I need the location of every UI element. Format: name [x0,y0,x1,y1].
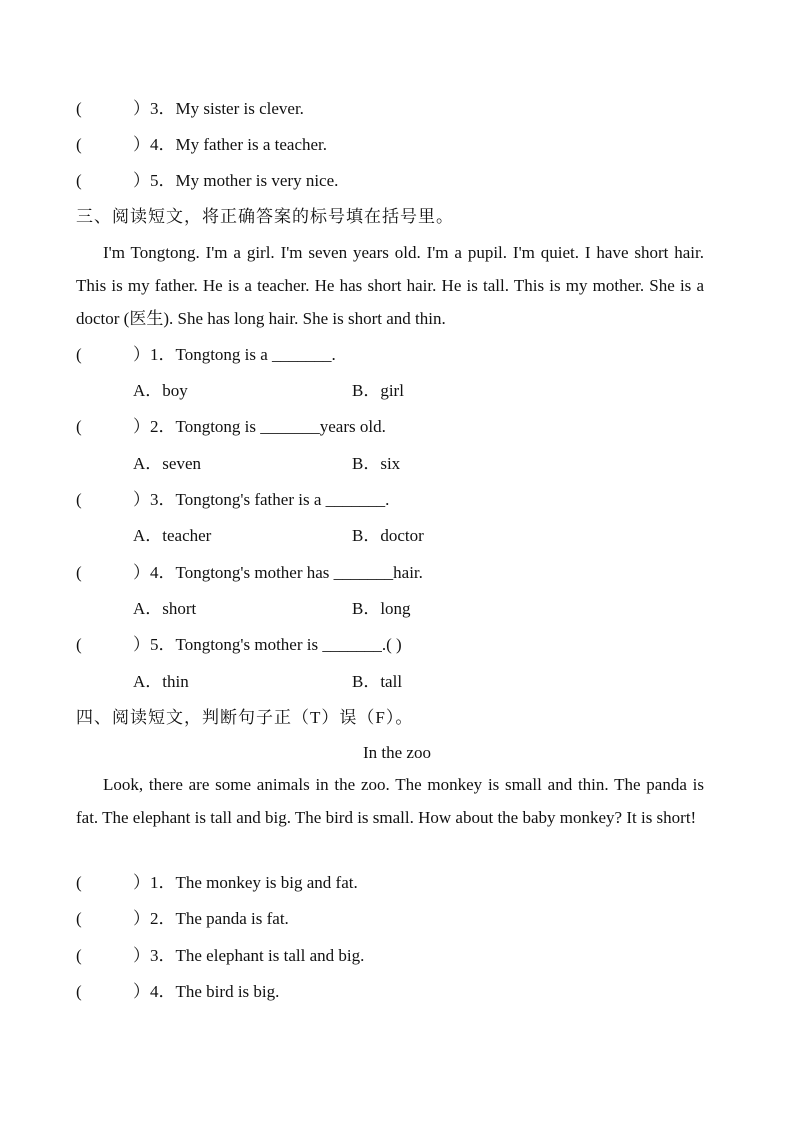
section2-item-3 [76,98,304,120]
section2-item-5 [76,170,338,192]
answer-blank[interactable]: ( [76,490,82,509]
section3-question-3 [76,489,389,511]
question-text: ）5．Tongtong's mother is _______.( ) [133,635,402,654]
statement-text: ）4．The bird is big. [133,982,280,1001]
section4-item-1 [76,872,358,894]
statement-text: ）1．The monkey is big and fat. [133,873,358,892]
section4-item-4 [76,981,279,1003]
section4-passage [76,768,704,834]
section2-item-4 [76,134,327,156]
statement-text: ）4．My father is a teacher. [133,135,328,154]
option-b: B．long [352,599,411,618]
section3-passage [76,236,704,335]
option-a: A．thin [133,672,189,691]
question-text: ）1．Tongtong is a _______. [133,345,336,364]
answer-blank[interactable]: ( [76,563,82,582]
question-text: ）2．Tongtong is _______years old. [133,417,386,436]
passage-title: In the zoo [363,743,431,762]
section3-question-2 [76,416,386,438]
question-text: ）4．Tongtong's mother has _______hair. [133,563,423,582]
option-b: B．doctor [352,526,424,545]
answer-blank[interactable]: ( [76,982,82,1001]
question-text: ）3．Tongtong's father is a _______. [133,490,390,509]
option-a: A．short [133,599,197,618]
section3-question-4 [76,562,423,584]
statement-text: ）3．The elephant is tall and big. [133,946,365,965]
option-b: B．tall [352,672,403,691]
option-b: B．six [352,454,401,473]
section4-item-2 [76,908,289,930]
statement-text: ）2．The panda is fat. [133,909,289,928]
option-a: A．boy [133,381,188,400]
answer-blank[interactable]: ( [76,345,82,364]
section3-heading: 三、阅读短文，将正确答案的标号填在括号里。 [76,207,454,226]
answer-blank[interactable]: ( [76,873,82,892]
passage-text: Look, there are some animals in the zoo. The monkey is small and thin. The panda is fat. The elephant is tall and big. The bird is small. How about the baby monkey? It is short! [76,775,704,827]
option-b: B．girl [352,381,404,400]
section4-item-3 [76,945,364,967]
option-a: A．teacher [133,526,212,545]
section3-question-5 [76,634,402,656]
answer-blank[interactable]: ( [76,909,82,928]
option-a: A．seven [133,454,201,473]
answer-blank[interactable]: ( [76,135,82,154]
answer-blank[interactable]: ( [76,417,82,436]
section4-heading: 四、阅读短文，判断句子正（T）误（F）。 [76,708,414,727]
answer-blank[interactable]: ( [76,171,82,190]
answer-blank[interactable]: ( [76,946,82,965]
section3-question-1 [76,344,336,366]
answer-blank[interactable]: ( [76,635,82,654]
answer-blank[interactable]: ( [76,99,82,118]
passage-text: I'm Tongtong. I'm a girl. I'm seven years old. I'm a pupil. I'm quiet. I have short hair. This is my father. He is a teacher. He has short hair. He is tall. This is my mother. She is a doctor (医生). She has long hair. She is short and thin. [76,243,704,328]
statement-text: ）3．My sister is clever. [133,99,304,118]
statement-text: ）5．My mother is very nice. [133,171,339,190]
